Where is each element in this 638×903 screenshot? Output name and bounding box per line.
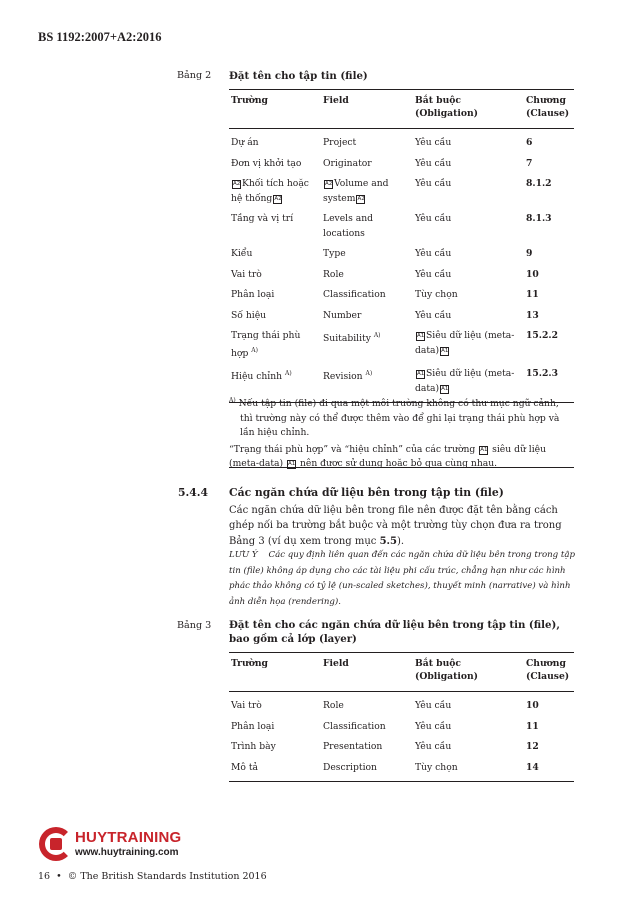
page-footer — [38, 871, 267, 882]
cell-clause: 9 — [526, 248, 533, 259]
cell-obligation: Yêu cầu — [415, 309, 452, 321]
cell-obligation — [413, 327, 524, 365]
table-header-row — [229, 90, 574, 129]
table-row — [229, 307, 574, 328]
cell-field: Number — [323, 309, 362, 321]
cell-obligation: Yêu cầu — [415, 700, 452, 711]
cell-obligation: Tùy chọn — [415, 289, 458, 300]
cell-truong: Mô tả — [231, 761, 259, 773]
table-3-title: Đặt tên cho các ngăn chứa dữ liệu bên trong tập tin (file), bao gồm cả lớp (layer) — [229, 619, 560, 645]
footnote-ref: A) — [373, 332, 381, 339]
cell-obligation: Yêu cầu — [415, 178, 452, 189]
header-clause: Chương (Clause) — [526, 658, 570, 682]
table-2-title: Đặt tên cho tập tin (file) — [229, 70, 368, 82]
note-text-3: nên được sử dụng hoặc bỏ qua cùng nhau. — [299, 458, 498, 469]
cell-obligation: Yêu cầu — [415, 741, 452, 752]
cell-truong-text: Khối tích hoặc hệ thống — [231, 178, 309, 204]
note-label: LƯU Ý — [229, 550, 258, 560]
cell-clause: 13 — [526, 309, 539, 321]
footnote-ref: A) — [365, 370, 373, 377]
cell-truong: Dự án — [231, 137, 259, 148]
table-2 — [229, 89, 574, 403]
table-row — [229, 692, 574, 718]
table-row — [229, 266, 574, 287]
cell-obligation: Tùy chọn — [415, 761, 458, 773]
table-2-caption: Bảng 2 — [177, 70, 212, 81]
cell-truong: Vai trò — [231, 700, 262, 711]
table-row — [229, 738, 574, 759]
table-row — [229, 245, 574, 266]
table-row — [229, 718, 574, 739]
note-text-2: siêu dữ liệu (meta-data) — [229, 443, 547, 469]
cell-field: Role — [323, 700, 344, 711]
amendment-marker-icon: A1 — [441, 347, 449, 354]
table-row — [229, 286, 574, 307]
table-row — [229, 210, 574, 245]
cell-clause: 14 — [526, 761, 539, 773]
cell-obligation: Yêu cầu — [415, 268, 452, 280]
cell-clause: 11 — [526, 720, 539, 732]
cell-obligation-text: Siêu dữ liệu (meta-data) — [415, 368, 515, 394]
section-note — [229, 548, 577, 610]
note-body: Các quy định liên quan đến các ngăn chứa dữ liệu bên trong trong tập tin (file) không áp dụng cho các tài liệu phi cấu trúc, chẳng hạn như các hình phác thảo không có tỷ lệ (un-scaled sketches), thuyết minh (narrative) và hình ảnh diễn họa (rendering). — [229, 550, 575, 607]
cell-field: Type — [323, 248, 346, 259]
footnote-text: Nếu tập tin (file) đi qua một môi trường không có thư mục ngữ cảnh, thì trường này có thể được thêm vào để ghi lại trạng thái phù hợp và lần hiệu chỉnh. — [238, 398, 560, 438]
cell-clause: 8.1.3 — [526, 213, 552, 224]
cell-field: Levels and locations — [323, 213, 374, 239]
cell-truong: Trình bày — [231, 741, 276, 752]
table-footnote — [229, 394, 574, 441]
cell-clause: 6 — [526, 137, 533, 148]
section-title: Các ngăn chứa dữ liệu bên trong tập tin (file) — [229, 486, 504, 499]
footnote-ref: A) — [284, 370, 292, 377]
cell-truong: Phân loại — [231, 289, 275, 300]
cell-clause: 15.2.3 — [526, 368, 558, 379]
logo-name: HUYTRAINING — [75, 829, 182, 846]
footnote-marker: A) — [229, 397, 236, 404]
cell-truong: Kiểu — [231, 248, 253, 259]
cell-clause: 15.2.2 — [526, 330, 558, 341]
table-3 — [229, 652, 574, 782]
cell-field: Presentation — [323, 741, 383, 752]
copyright: © The British Standards Institution 2016 — [67, 871, 267, 882]
table-2-notes — [229, 394, 574, 472]
cell-field-text: Revision — [323, 371, 363, 382]
table-row — [229, 759, 574, 782]
note-text-1: “Trạng thái phù hợp” và “hiệu chỉnh” của các trường — [229, 443, 476, 455]
cell-field: Role — [323, 268, 344, 280]
cell-obligation: Yêu cầu — [415, 213, 452, 224]
cell-field: Description — [323, 761, 377, 773]
table-2-bottom-rule — [229, 467, 574, 468]
footnote-ref: A) — [251, 346, 258, 354]
cell-truong — [229, 175, 321, 210]
table-row — [229, 129, 574, 155]
cell-field: Originator — [323, 157, 372, 169]
cell-truong: Số hiệu — [231, 309, 267, 321]
footer-bullet: • — [56, 871, 62, 882]
paragraph-ref: 5.5 — [379, 535, 397, 547]
table-row — [229, 327, 574, 365]
amendment-marker-icon: A2 — [357, 195, 365, 202]
page-number: 16 — [38, 871, 51, 882]
cell-truong: Tầng và vị trí — [231, 213, 294, 224]
cell-truong-text: Trạng thái phù hợp — [231, 330, 301, 359]
cell-field-text: Volume and system — [323, 178, 389, 204]
cell-clause: 12 — [526, 741, 539, 752]
amendment-marker-icon: A1 — [441, 385, 449, 392]
amendment-marker-icon: A2 — [325, 181, 333, 187]
amendment-marker-icon: A1 — [480, 446, 488, 453]
table-3-caption: Bảng 3 — [177, 620, 212, 631]
table-header-row — [229, 653, 574, 692]
header-truong: Trường — [231, 95, 268, 106]
cell-truong — [229, 327, 321, 365]
cell-field: Classification — [323, 720, 386, 732]
section-paragraph — [229, 503, 574, 549]
header-obligation: Bắt buộc (Obligation) — [415, 95, 479, 119]
table-row — [229, 175, 574, 210]
cell-clause: 10 — [526, 268, 539, 280]
paragraph-text: Các ngăn chứa dữ liệu bên trong file nên được đặt tên bằng cách ghép nối ba trường bắt buộc và một trường tùy chọn đưa ra trong Bảng 3 (ví dụ xem trong mục — [229, 505, 562, 547]
logo-square-icon — [50, 838, 62, 850]
standard-id: BS 1192:2007+A2:2016 — [38, 30, 162, 44]
cell-clause: 7 — [526, 157, 533, 169]
table-row — [229, 155, 574, 176]
logo-url: www.huytraining.com — [75, 847, 179, 858]
section-number: 5.4.4 — [178, 486, 209, 499]
header-clause: Chương (Clause) — [526, 95, 570, 119]
cell-field — [321, 327, 413, 365]
cell-obligation: Yêu cầu — [415, 157, 452, 169]
header-obligation: Bắt buộc (Obligation) — [415, 658, 479, 682]
cell-field — [321, 175, 413, 210]
cell-truong: Đơn vị khởi tạo — [231, 157, 302, 169]
cell-obligation: Yêu cầu — [415, 137, 452, 148]
amendment-marker-icon: A1 — [417, 371, 425, 377]
amendment-marker-icon: A2 — [233, 181, 241, 187]
amendment-marker-icon: A2 — [274, 195, 282, 202]
cell-truong: Vai trò — [231, 268, 262, 280]
cell-field: Project — [323, 137, 357, 148]
cell-truong-text: Hiệu chỉnh — [231, 371, 283, 382]
cell-field: Classification — [323, 289, 386, 300]
header-truong: Trường — [231, 658, 268, 669]
cell-truong: Phân loại — [231, 720, 275, 732]
cell-field-text: Suitability — [323, 333, 371, 344]
cell-obligation: Yêu cầu — [415, 720, 452, 732]
cell-clause: 10 — [526, 700, 539, 711]
cell-obligation: Yêu cầu — [415, 248, 452, 259]
header-field: Field — [323, 658, 349, 669]
header-field: Field — [323, 95, 349, 106]
paragraph-end: ). — [397, 535, 405, 547]
cell-clause: 11 — [526, 289, 539, 300]
amendment-marker-icon: A1 — [288, 461, 296, 467]
amendment-marker-icon: A1 — [417, 333, 425, 339]
cell-clause: 8.1.2 — [526, 178, 552, 189]
cell-obligation-text: Siêu dữ liệu (meta-data) — [415, 330, 515, 356]
